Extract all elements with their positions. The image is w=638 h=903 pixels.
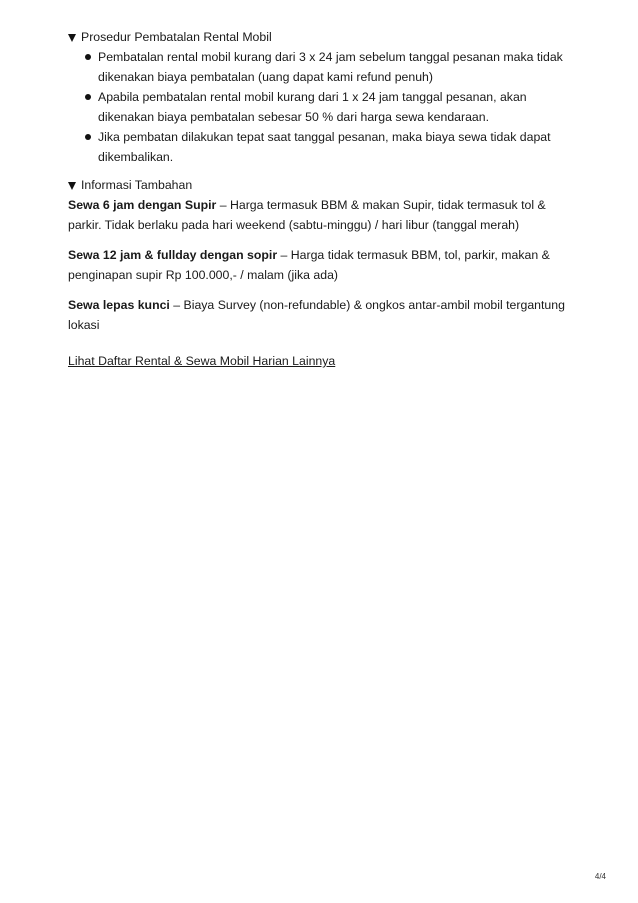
bullet-icon xyxy=(85,54,91,60)
list-item-text: Pembatalan rental mobil kurang dari 3 x 24 jam sebelum tanggal pesanan maka tidak dikenakan biaya pembatalan (uang dapat kami refund penuh) xyxy=(98,50,563,84)
rental-type-description: – Harga tidak termasuk BBM, tol, parkir, makan & penginapan supir Rp 100.000,- / malam (jika ada) xyxy=(68,248,550,282)
bullet-icon xyxy=(85,94,91,100)
rental-info-paragraph xyxy=(68,245,568,285)
additional-info-title: Informasi Tambahan xyxy=(81,178,193,192)
rental-type-description: – Biaya Survey (non-refundable) & ongkos antar-ambil mobil tergantung lokasi xyxy=(68,298,565,332)
disclosure-triangle-icon xyxy=(68,182,76,190)
cancellation-title: Prosedur Pembatalan Rental Mobil xyxy=(81,30,272,44)
rental-type-label: Sewa 12 jam & fullday dengan sopir xyxy=(68,248,278,262)
list-item xyxy=(98,47,568,87)
rental-type-description: – Harga termasuk BBM & makan Supir, tidak termasuk tol & parkir. Tidak berlaku pada hari weekend (sabtu-minggu) / hari libur (tanggal merah) xyxy=(68,198,546,232)
rental-info-paragraph xyxy=(68,195,568,235)
page-content xyxy=(68,27,568,371)
disclosure-triangle-icon xyxy=(68,34,76,42)
bullet-icon xyxy=(85,134,91,140)
rental-info-paragraph xyxy=(68,295,568,335)
cancellation-summary-toggle[interactable] xyxy=(68,27,568,47)
additional-info-section xyxy=(68,175,568,371)
more-rentals-link[interactable]: Lihat Daftar Rental & Sewa Mobil Harian Lainnya xyxy=(68,354,336,368)
list-item-text: Apabila pembatalan rental mobil kurang dari 1 x 24 jam tanggal pesanan, akan dikenakan biaya pembatalan sebesar 50 % dari harga sewa kendaraan. xyxy=(98,90,527,124)
rental-type-label: Sewa 6 jam dengan Supir xyxy=(68,198,217,212)
list-item-text: Jika pembatan dilakukan tepat saat tanggal pesanan, maka biaya sewa tidak dapat dikembalikan. xyxy=(98,130,551,164)
list-item xyxy=(98,127,568,167)
cancellation-section xyxy=(68,27,568,167)
rental-type-label: Sewa lepas kunci xyxy=(68,298,170,312)
cancellation-list xyxy=(68,47,568,167)
list-item xyxy=(98,87,568,127)
page-number: 4/4 xyxy=(594,872,606,881)
more-link-container xyxy=(68,351,568,371)
additional-info-summary-toggle[interactable] xyxy=(68,175,568,195)
